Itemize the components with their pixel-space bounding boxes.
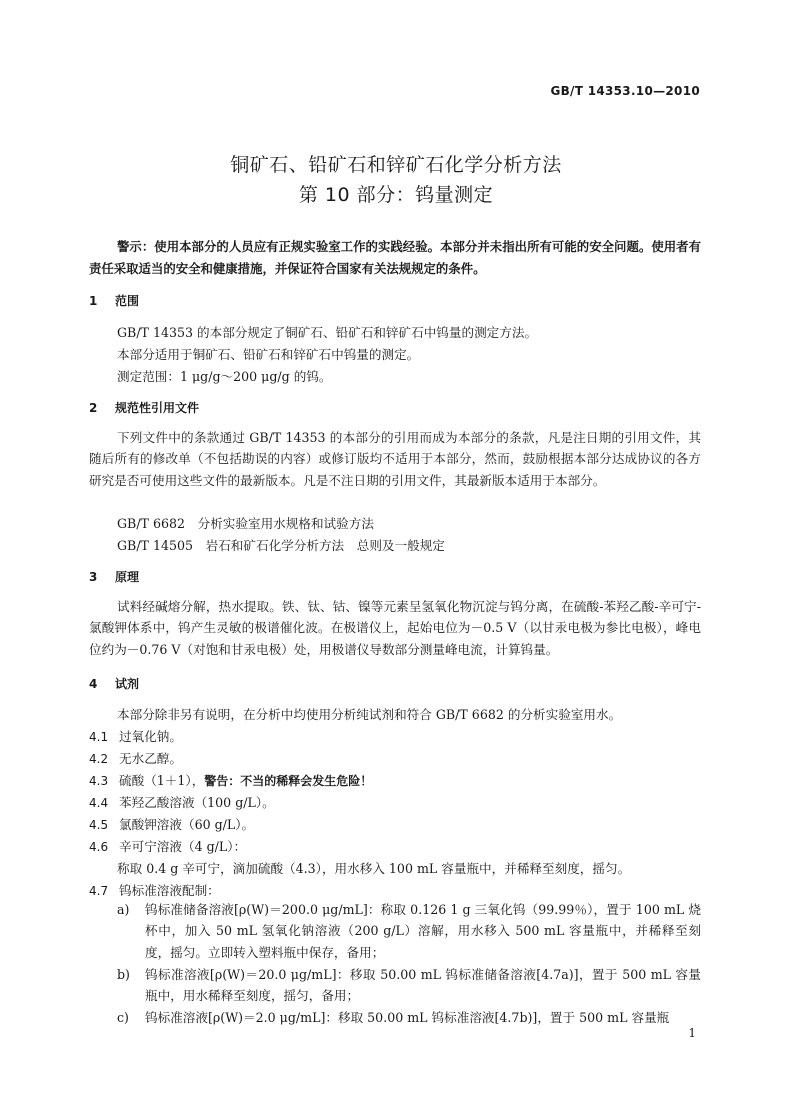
item-number: 4.4 <box>89 796 109 810</box>
section-number: 3 <box>89 570 98 584</box>
scope-line: 本部分适用于铜矿石、铅矿石和锌矿石中钨量的测定。 <box>117 347 420 362</box>
item-text: 钨标准溶液配制： <box>119 883 220 898</box>
sub-item <box>117 899 701 963</box>
sub-item-text: 钨标准溶液[ρ(W)＝20.0 μg/mL]：移取 50.00 mL 钨标准储备溶液[4.7a)]，置于 500 mL 容量瓶中，用水稀释至刻度，摇匀，备用； <box>145 967 701 1004</box>
sub-item-label: a) <box>117 902 130 917</box>
document-subtitle: 第 10 部分：钨量测定 <box>298 184 494 206</box>
reagent-item <box>89 792 275 811</box>
section-title: 规范性引用文件 <box>115 401 200 415</box>
reagent-item <box>89 726 182 745</box>
item-number: 4.3 <box>89 774 109 788</box>
document-title: 铜矿石、铅矿石和锌矿石化学分析方法 <box>230 154 562 176</box>
item-text: 无水乙醇。 <box>119 751 182 766</box>
section-number: 4 <box>89 677 98 691</box>
sub-item <box>117 964 701 1007</box>
sub-item-label: c) <box>117 1010 129 1025</box>
sub-item-label: b) <box>117 967 130 982</box>
section-heading-references <box>89 399 199 416</box>
sub-item <box>117 1007 701 1028</box>
section-heading-principle <box>89 568 139 585</box>
reagent-item <box>89 880 220 899</box>
sub-item-text: 钨标准储备溶液[ρ(W)＝200.0 μg/mL]：称取 0.126 1 g 三氧化钨（99.99％），置于 100 mL 烧杯中，加入 50 mL 氢氧化钠溶液（200 g/L）溶解，用水移入 500 mL 容量瓶中，并稀释至刻度，摇匀。立即转入塑料瓶中保存，备用； <box>145 902 701 960</box>
reagent-item <box>89 836 246 855</box>
reagents-intro: 本部分除非另有说明，在分析中均使用分析纯试剂和符合 GB/T 6682 的分析实验室用水。 <box>117 707 622 722</box>
reference-item: GB/T 14505 岩石和矿石化学分析方法 总则及一般规定 <box>117 538 445 553</box>
item-number: 4.5 <box>89 818 109 832</box>
scope-line: GB/T 14353 的本部分规定了铜矿石、铅矿石和锌矿石中钨量的测定方法。 <box>117 325 538 340</box>
item-text: 硫酸（1＋1）， <box>119 773 205 788</box>
reagent-item <box>89 770 372 789</box>
section-number: 1 <box>89 294 98 308</box>
reagent-item <box>89 748 182 767</box>
section-heading-scope <box>89 292 139 309</box>
item-text: 辛可宁溶液（4 g/L）： <box>119 839 247 854</box>
principle-paragraph: 试料经碱熔分解，热水提取。铁、钛、钴、镍等元素呈氢氧化物沉淀与钨分离，在硫酸-苯羟乙酸-辛可宁-氯酸钾体系中，钨产生灵敏的极谱催化波。在极谱仪上，起始电位为－0.5 V（以甘汞电极为参比电极），峰电位约为－0.76 V（对饱和甘汞电极）处，用极谱仪导数部分测量峰电流，计算钨量。 <box>89 599 701 657</box>
item-text: 苯羟乙酸溶液（100 g/L）。 <box>119 795 275 810</box>
reagent-item <box>89 814 254 833</box>
warning-paragraph: 警示：使用本部分的人员应有正规实验室工作的实践经验。本部分并未指出所有可能的安全问题。使用者有责任采取适当的安全和健康措施，并保证符合国家有关法规规定的条件。 <box>89 239 701 276</box>
section-heading-reagents <box>89 675 139 692</box>
section-number: 2 <box>89 401 98 415</box>
item-text: 过氧化钠。 <box>119 729 182 744</box>
sub-item-text: 钨标准溶液[ρ(W)＝2.0 μg/mL]：移取 50.00 mL 钨标准溶液[4.7b)]，置于 500 mL 容量瓶 <box>145 1010 670 1025</box>
reagent-detail: 称取 0.4 g 辛可宁，滴加硫酸（4.3），用水移入 100 mL 容量瓶中，并稀释至刻度，摇匀。 <box>117 861 631 876</box>
section-title: 范围 <box>115 294 140 308</box>
danger-warning: 警告：不当的稀释会发生危险！ <box>204 774 373 788</box>
standard-code: GB/T 14353.10—2010 <box>550 84 700 98</box>
section-title: 试剂 <box>115 677 140 691</box>
page-number: 1 <box>688 1026 696 1040</box>
reference-item: GB/T 6682 分析实验室用水规格和试验方法 <box>117 516 374 531</box>
item-number: 4.7 <box>89 884 109 898</box>
section-title: 原理 <box>115 570 140 584</box>
item-number: 4.2 <box>89 752 109 766</box>
item-text: 氯酸钾溶液（60 g/L）。 <box>119 817 255 832</box>
item-number: 4.6 <box>89 840 109 854</box>
scope-line: 测定范围：1 μg/g～200 μg/g 的钨。 <box>117 369 332 384</box>
references-paragraph: 下列文件中的条款通过 GB/T 14353 的本部分的引用而成为本部分的条款，凡是注日期的引用文件，其随后所有的修改单（不包括勘误的内容）或修订版均不适用于本部分，然而，鼓励根据本部分达成协议的各方研究是否可使用这些文件的最新版本。凡是不注日期的引用文件，其最新版本适用于本部分。 <box>89 430 701 488</box>
item-number: 4.1 <box>89 730 109 744</box>
